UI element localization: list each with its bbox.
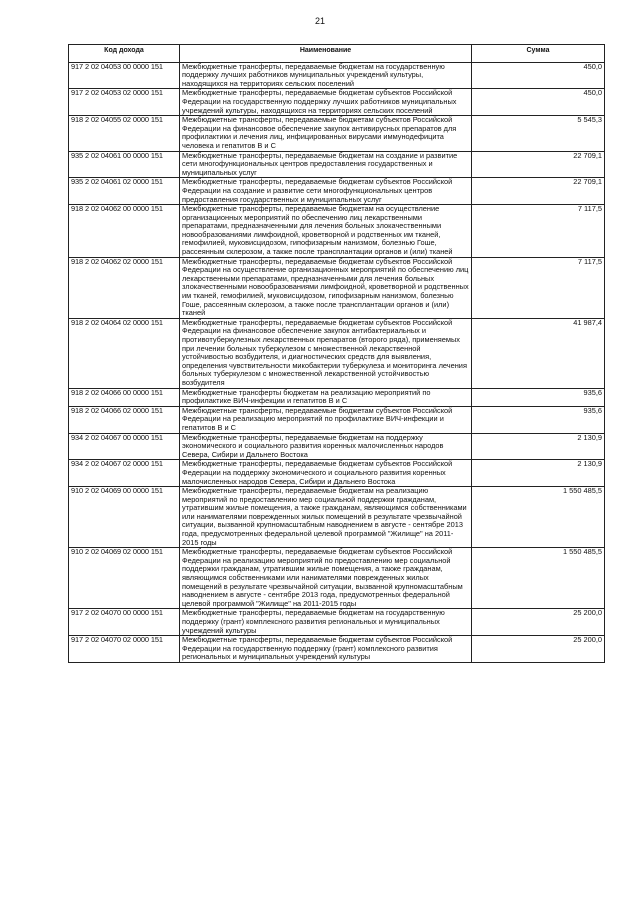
table-row — [69, 406, 605, 433]
row-code: 910 2 02 04069 02 0000 151 — [69, 548, 180, 609]
row-code: 917 2 02 04070 00 0000 151 — [69, 609, 180, 636]
row-name: Межбюджетные трансферты, передаваемые бюджетам на государственную поддержку лучших работников муниципальных учреждений культуры, находящихся на территориях сельских поселений — [180, 62, 472, 89]
row-sum: 22 709,1 — [472, 151, 605, 178]
table-row — [69, 318, 605, 388]
row-code: 918 2 02 04055 02 0000 151 — [69, 116, 180, 151]
row-sum: 935,6 — [472, 388, 605, 406]
table-row — [69, 460, 605, 487]
row-sum: 1 550 485,5 — [472, 487, 605, 548]
row-code: 934 2 02 04067 00 0000 151 — [69, 433, 180, 460]
table-row — [69, 433, 605, 460]
row-sum: 5 545,3 — [472, 116, 605, 151]
row-name: Межбюджетные трансферты, передаваемые бюджетам на поддержку экономического и социального развития коренных малочисленных народов Севера, Сибири и Дальнего Востока — [180, 433, 472, 460]
row-name: Межбюджетные трансферты, передаваемые бюджетам субъектов Российской Федерации на осуществление организационных мероприятий по обеспечению лиц лекарственными препаратами, предназначенными для лечения больных злокачественными новообразованиями лимфоидной, кроветворной и родственных им тканей, гемофилией, муковисцидозом, гипофизарным нанизмом, болезнью Гоше, рассеянным склерозом, а также после трансплантации органов и (или) тканей — [180, 257, 472, 318]
row-name: Межбюджетные трансферты, передаваемые бюджетам субъектов Российской Федерации на финансовое обеспечение закупок антибактериальных и противотуберкулезных лекарственных препаратов (второго ряда), применяемых при лечении больных туберкулезом с множественной лекарственной устойчивостью возбудителя, и диагностических средств для выявления, определения чувствительности микобактерии туберкулеза и мониторинга лечения больных туберкулезом с множественной лекарственной устойчивостью возбудителя — [180, 318, 472, 388]
row-name: Межбюджетные трансферты, передаваемые бюджетам субъектов Российской Федерации на государственную поддержку лучших работников муниципальных учреждений культуры, находящихся на территориях сельских поселений — [180, 89, 472, 116]
table-row — [69, 151, 605, 178]
row-name: Межбюджетные трансферты бюджетам на реализацию мероприятий по профилактике ВИЧ-инфекции и гепатитов В и С — [180, 388, 472, 406]
row-name: Межбюджетные трансферты, передаваемые бюджетам субъектов Российской Федерации на реализацию мероприятий по профилактике ВИЧ-инфекции и гепатитов В и С — [180, 406, 472, 433]
row-sum: 22 709,1 — [472, 178, 605, 205]
row-code: 917 2 02 04053 00 0000 151 — [69, 62, 180, 89]
table-header-row — [69, 45, 605, 63]
row-sum: 7 117,5 — [472, 257, 605, 318]
header-name: Наименование — [180, 45, 472, 63]
row-name: Межбюджетные трансферты, передаваемые бюджетам на реализацию мероприятий по предоставлению мер социальной поддержки гражданам, утратившим жилые помещения, а также гражданам, являющимся собственниками или нанимателями поврежденных жилых помещений в результате чрезвычайной ситуации, вызванной крупномасштабным наводнением в августе - сентябре 2013 года, предусмотренных федеральной целевой программой "Жилище" на 2011-2015 годы — [180, 487, 472, 548]
table-row — [69, 487, 605, 548]
row-name: Межбюджетные трансферты, передаваемые бюджетам субъектов Российской Федерации на государственную поддержку (грант) комплексного развития региональных и муниципальных учреждений культуры — [180, 636, 472, 663]
table-row — [69, 636, 605, 663]
header-sum: Сумма — [472, 45, 605, 63]
row-sum: 450,0 — [472, 89, 605, 116]
table-body — [69, 62, 605, 662]
row-code: 935 2 02 04061 00 0000 151 — [69, 151, 180, 178]
table-row — [69, 178, 605, 205]
row-sum: 25 200,0 — [472, 609, 605, 636]
row-name: Межбюджетные трансферты, передаваемые бюджетам субъектов Российской Федерации на финансовое обеспечение закупок антивирусных препаратов для профилактики и лечения лиц, инфицированных вирусами иммунодефицита человека и гепатитов В и С — [180, 116, 472, 151]
table-row — [69, 548, 605, 609]
row-name: Межбюджетные трансферты, передаваемые бюджетам на государственную поддержку (грант) комплексного развития региональных и муниципальных учреждений культуры — [180, 609, 472, 636]
row-code: 918 2 02 04066 00 0000 151 — [69, 388, 180, 406]
row-code: 918 2 02 04066 02 0000 151 — [69, 406, 180, 433]
row-code: 918 2 02 04062 02 0000 151 — [69, 257, 180, 318]
row-name: Межбюджетные трансферты, передаваемые бюджетам субъектов Российской Федерации на реализацию мероприятий по предоставлению мер социальной поддержки гражданам, утратившим жилые помещения, а также гражданам, являющимся собственниками или нанимателями поврежденных жилых помещений в результате чрезвычайной ситуации, вызванной крупномасштабным наводнением в августе - сентябре 2013 года, предусмотренных федеральной целевой программой "Жилище" на 2011-2015 годы — [180, 548, 472, 609]
table-row — [69, 205, 605, 258]
row-sum: 450,0 — [472, 62, 605, 89]
row-code: 910 2 02 04069 00 0000 151 — [69, 487, 180, 548]
row-name: Межбюджетные трансферты, передаваемые бюджетам на создание и развитие сети многофункциональных центров предоставления государственных и муниципальных услуг — [180, 151, 472, 178]
table-row — [69, 388, 605, 406]
row-name: Межбюджетные трансферты, передаваемые бюджетам на осуществление организационных мероприятий по обеспечению лиц лекарственными препаратами, предназначенными для лечения больных злокачественными новообразованиями лимфоидной, кроветворной и родственных им тканей, гемофилией, муковисцидозом, гипофизарным нанизмом, болезнью Гоше, рассеянным склерозом, а также после трансплантации органов и (или) тканей — [180, 205, 472, 258]
row-code: 935 2 02 04061 02 0000 151 — [69, 178, 180, 205]
table-row — [69, 257, 605, 318]
row-sum: 2 130,9 — [472, 460, 605, 487]
row-code: 918 2 02 04062 00 0000 151 — [69, 205, 180, 258]
row-name: Межбюджетные трансферты, передаваемые бюджетам субъектов Российской Федерации на поддержку экономического и социального развития коренных малочисленных народов Севера, Сибири и Дальнего Востока — [180, 460, 472, 487]
row-name: Межбюджетные трансферты, передаваемые бюджетам субъектов Российской Федерации на создание и развитие сети многофункциональных центров предоставления государственных и муниципальных услуг — [180, 178, 472, 205]
row-sum: 935,6 — [472, 406, 605, 433]
row-sum: 7 117,5 — [472, 205, 605, 258]
table-row — [69, 116, 605, 151]
row-sum: 1 550 485,5 — [472, 548, 605, 609]
row-sum: 41 987,4 — [472, 318, 605, 388]
row-code: 934 2 02 04067 02 0000 151 — [69, 460, 180, 487]
page-number: 21 — [314, 16, 325, 26]
revenue-table — [68, 44, 605, 663]
row-code: 917 2 02 04053 02 0000 151 — [69, 89, 180, 116]
row-sum: 2 130,9 — [472, 433, 605, 460]
table-row — [69, 62, 605, 89]
row-code: 918 2 02 04064 02 0000 151 — [69, 318, 180, 388]
table-row — [69, 609, 605, 636]
header-code: Код дохода — [69, 45, 180, 63]
row-sum: 25 200,0 — [472, 636, 605, 663]
table-row — [69, 89, 605, 116]
row-code: 917 2 02 04070 02 0000 151 — [69, 636, 180, 663]
